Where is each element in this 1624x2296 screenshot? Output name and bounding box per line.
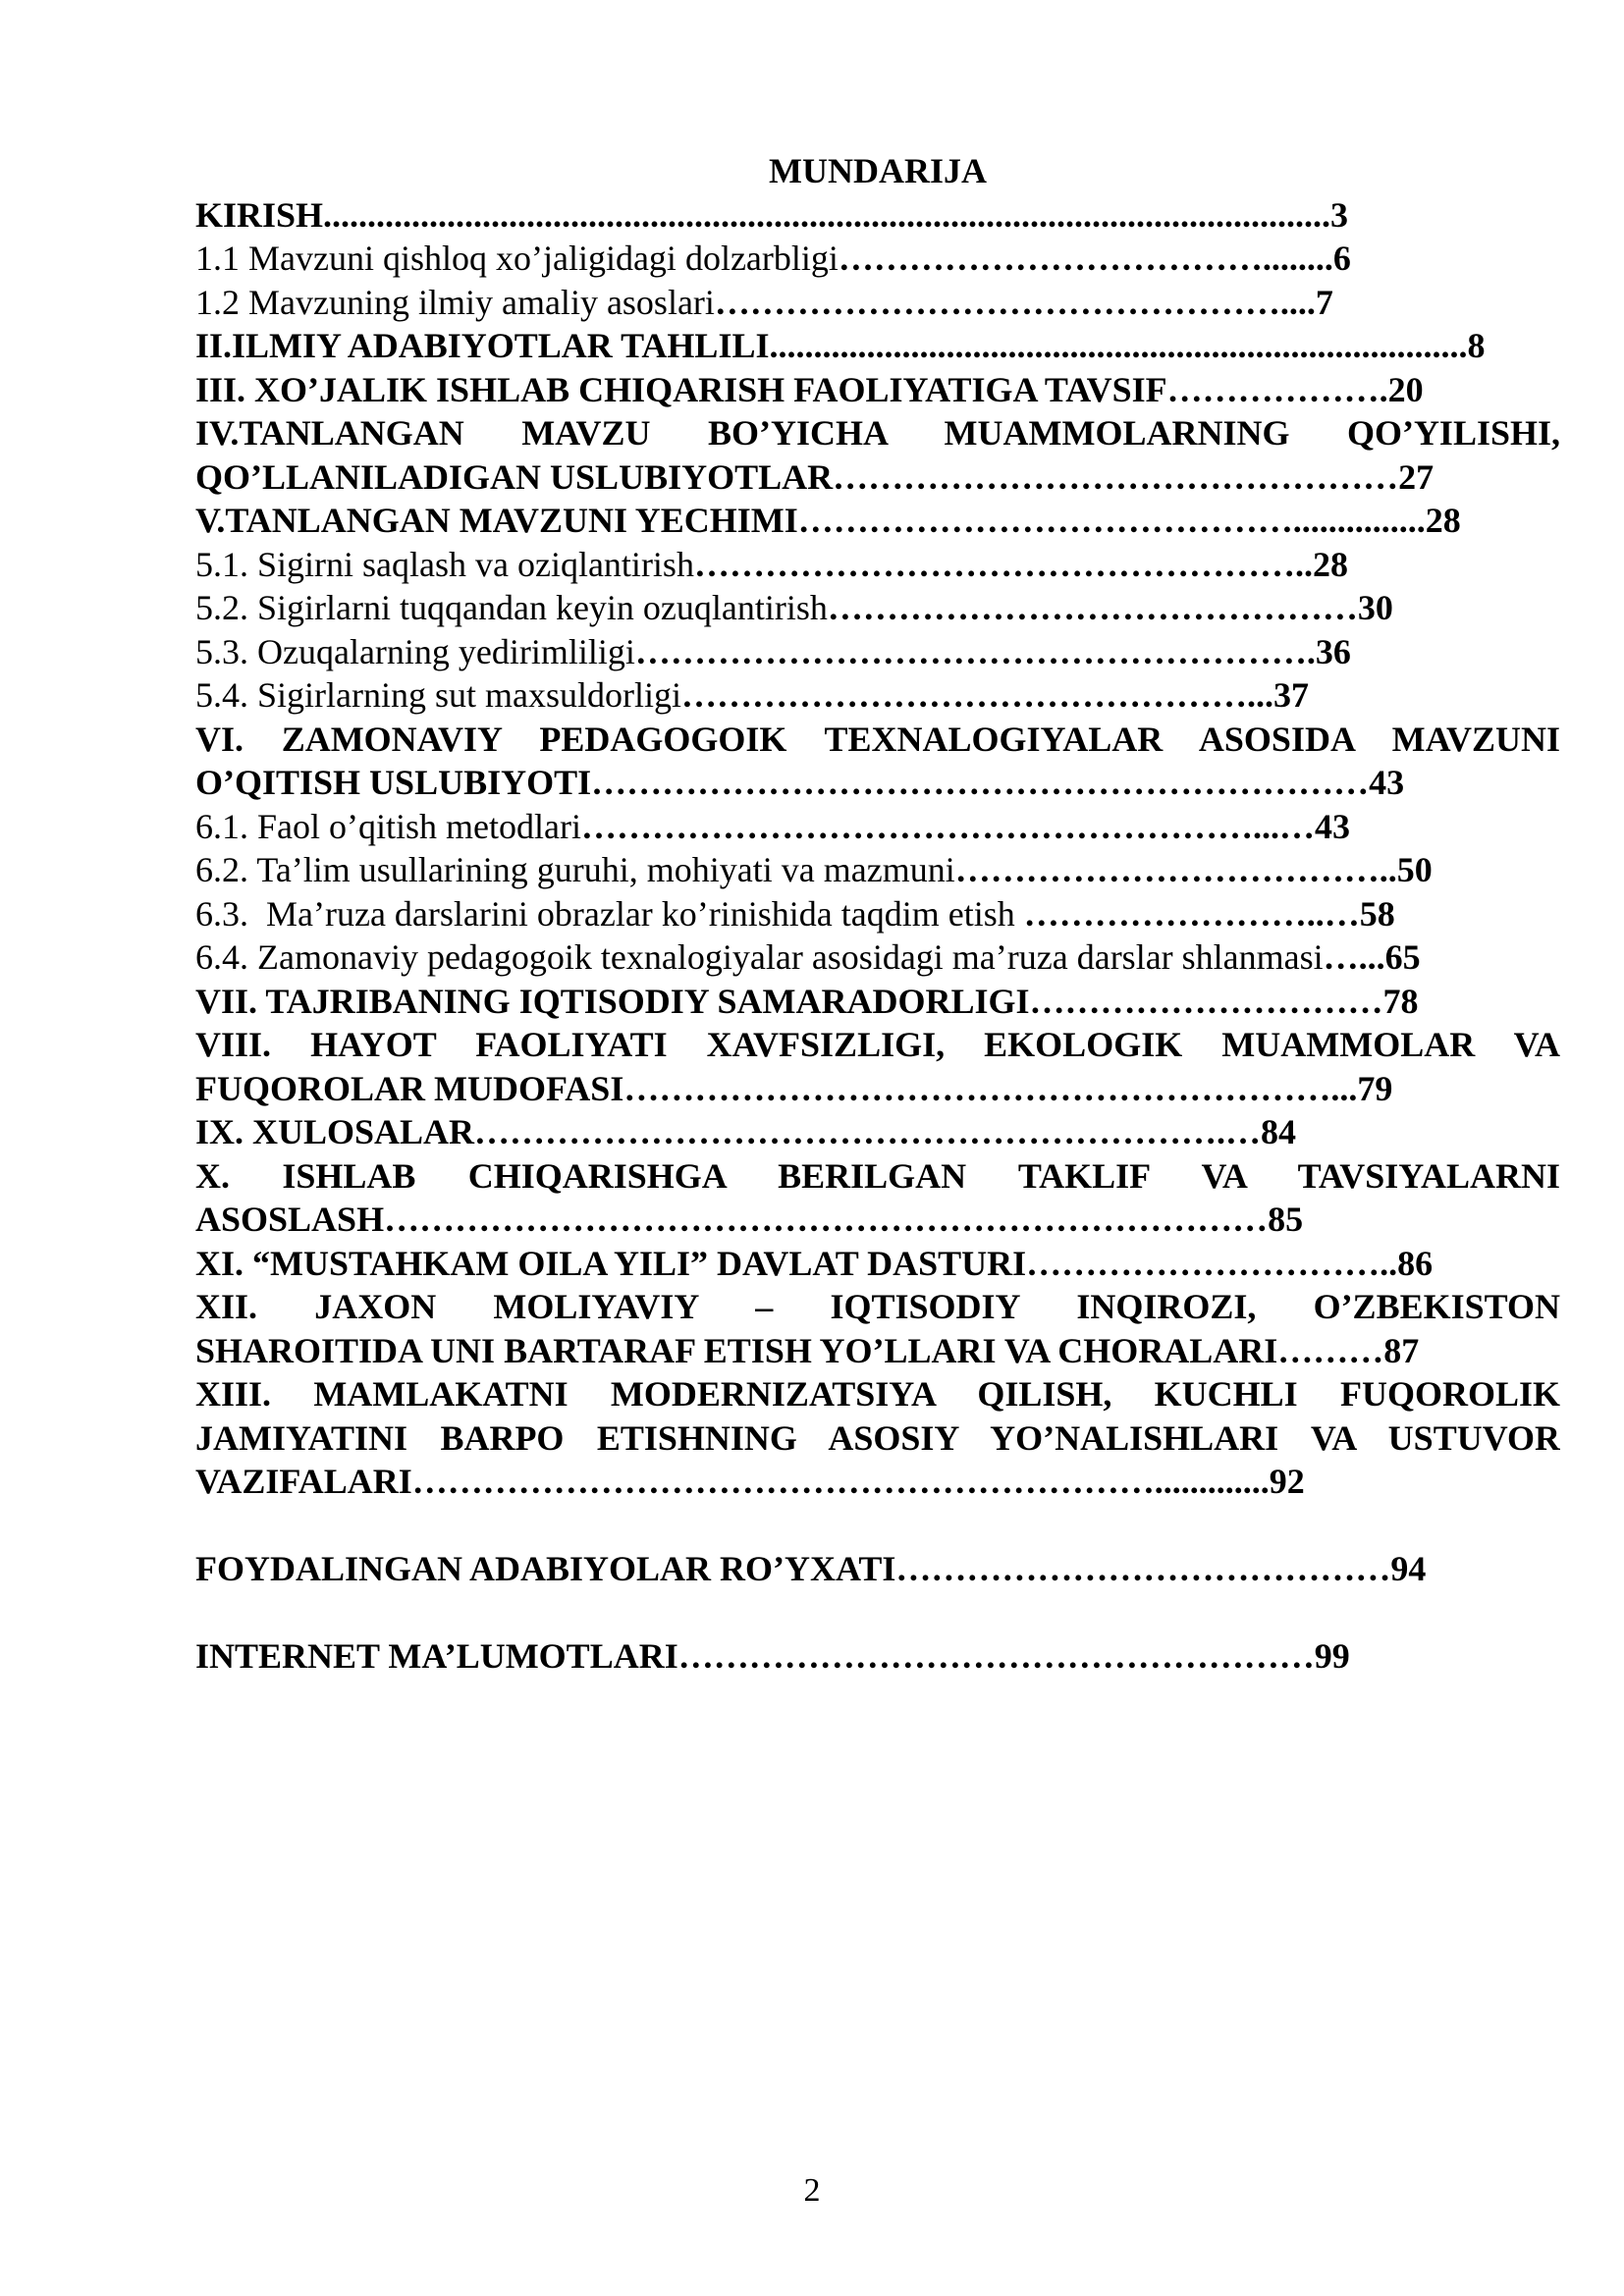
toc-entry: 1.1 Mavzuni qishloq xo’jaligidagi dolzarbligi………………………………........6 <box>195 239 1351 278</box>
toc-entry: QO’LLANILADIGAN USLUBIYOTLAR…………………………………………27 <box>195 456 1435 497</box>
toc-entry-internet: INTERNET MA’LUMOTLARI………………………………………………99 <box>195 1636 1350 1676</box>
toc-entry-references: FOYDALINGAN ADABIYOLAR RO’YXATI……………………………………94 <box>195 1549 1427 1588</box>
toc-entry-line: XII. JAXON MOLIYAVIY – IQTISODIY INQIROZI, O’ZBEKISTON <box>195 1287 1560 1326</box>
toc-entry: ASOSLASH…………………………………………………………………85 <box>195 1200 1304 1239</box>
toc-entry: IX. XULOSALAR……………………………………………………….…84 <box>195 1112 1297 1151</box>
toc-entry: V.TANLANGAN MAVZUNI YECHIMI……………………………………...............28 <box>195 501 1461 540</box>
toc-entry: 1.2 Mavzuning ilmiy amaliy asoslari…………………………………………....7 <box>195 282 1333 322</box>
toc-entry: 5.3. Ozuqalarning yedirimliligi………………………………………………….36 <box>195 631 1351 671</box>
toc-entry: O’QITISH USLUBIYOTI…………………………………………………………43 <box>195 763 1405 802</box>
toc-entry: 5.1. Sigirni saqlash va oziqlantirish……………………………………………..28 <box>195 544 1348 584</box>
toc-entry: 6.4. Zamonaviy pedagogoik texnalogiyalar asosidagi ma’ruza darslar shlanmasi…...65 <box>195 937 1421 977</box>
toc-entry: FUQOROLAR MUDOFASI……………………………………………………...79 <box>195 1068 1393 1108</box>
table-of-contents <box>195 149 1560 1679</box>
toc-title: MUNDARIJA <box>769 151 987 190</box>
toc-entry: 5.2. Sigirlarni tuqqandan keyin ozuqlantirish………………………………………30 <box>195 588 1393 627</box>
toc-entry: 6.2. Ta’lim usullarining guruhi, mohiyati va mazmuni………………………………..50 <box>195 850 1433 889</box>
toc-entry-line: X. ISHLAB CHIQARISHGA BERILGAN TAKLIF VA TAVSIYALARNI <box>195 1155 1560 1196</box>
page-number: 2 <box>803 2172 821 2209</box>
toc-entry-line: VI. ZAMONAVIY PEDAGOGOIK TEXNALOGIYALAR ASOSIDA MAVZUNI <box>195 719 1560 759</box>
toc-entry-line: VIII. HAYOT FAOLIYATI XAVFSIZLIGI, EKOLOGIK MUAMMOLAR VA <box>195 1025 1560 1064</box>
toc-entry: 6.1. Faol o’qitish metodlari…………………………………………………...…43 <box>195 806 1350 846</box>
toc-entry-line: JAMIYATINI BARPO ETISHNING ASOSIY YO’NALISHLARI VA USTUVOR <box>195 1417 1560 1458</box>
toc-entry: SHAROITIDA UNI BARTARAF ETISH YO’LLARI VA CHORALARI………87 <box>195 1330 1420 1370</box>
toc-entry: 5.4. Sigirlarning sut maxsuldorligi…………………………………………...37 <box>195 675 1309 715</box>
toc-entry-line: IV.TANLANGAN MAVZU BO’YICHA MUAMMOLARNING QO’YILISHI, <box>195 413 1560 453</box>
toc-entry: VAZIFALARI……………………………………………………….............92 <box>195 1462 1305 1501</box>
toc-entry-line: XIII. MAMLAKATNI MODERNIZATSIYA QILISH, KUCHLI FUQOROLIK <box>195 1374 1560 1414</box>
toc-entry: XI. “MUSTAHKAM OILA YILI” DAVLAT DASTURI…………………………..86 <box>195 1243 1434 1283</box>
toc-entry: II.ILMIY ADABIYOTLAR TAHLILI...............................................................................8 <box>195 326 1486 365</box>
toc-entry: KIRISH..................................................................................................................3 <box>195 194 1349 235</box>
toc-entry: 6.3. Ma’ruza darslarini obrazlar ko’rinishida taqdim etish ……………………..…58 <box>195 893 1395 934</box>
toc-entry: VII. TAJRIBANING IQTISODIY SAMARADORLIGI…………………………78 <box>195 981 1419 1021</box>
toc-entry: III. XO’JALIK ISHLAB CHIQARISH FAOLIYATIGA TAVSIF……………….20 <box>195 369 1424 409</box>
